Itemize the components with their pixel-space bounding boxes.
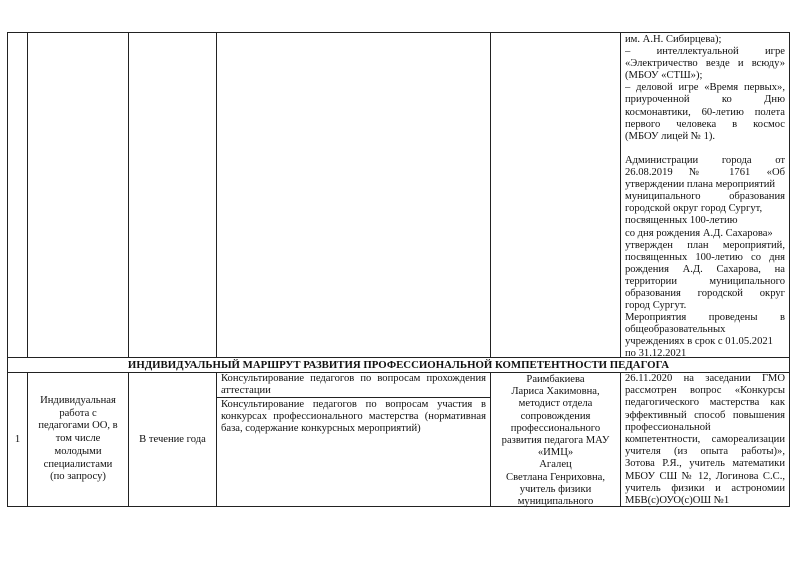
text-line: Администрации города от: [625, 154, 785, 166]
text-line: Зотова Р.Я., учитель математики: [625, 458, 785, 470]
text-line: учителя (из опыта работы)»,: [625, 446, 785, 458]
cell-results: [620, 372, 790, 507]
text-line: по 31.12.2021: [625, 348, 687, 360]
text-line: специалистами: [43, 458, 113, 470]
text-line: профессионального: [510, 422, 601, 434]
text-line: Светлана Генриховна,: [506, 471, 605, 483]
text-line: (МБОУ лицей № 1).: [625, 130, 716, 142]
row-number: [7, 372, 28, 507]
text-line: сопровождения: [520, 410, 591, 422]
text-line: приуроченной ко Дню: [625, 94, 785, 106]
text-line: компетентности, самореализации: [625, 433, 785, 445]
row-number-text: 1: [14, 434, 21, 445]
text-line: муниципального образования: [625, 191, 785, 203]
cell-results-top: [620, 32, 790, 358]
text-line: территории муниципального: [625, 275, 785, 287]
text-line: Индивидуальная: [40, 394, 116, 406]
cell-responsible-empty: [490, 32, 621, 358]
topic-1-text: [221, 373, 486, 397]
text-line: конкурсах профессионального мастерства (нормативная: [221, 411, 486, 423]
text-line: молодыми: [54, 445, 102, 457]
text-line: посвященных 100-летию со дня: [625, 251, 785, 263]
text-line: Лариса Хакимовна,: [511, 386, 600, 398]
text-line: методист отдела: [518, 398, 593, 410]
text-line: Агалец: [539, 459, 572, 471]
text-line: городской округ город Сургут,: [625, 203, 763, 215]
text-line: педагогического мастерства как: [625, 397, 785, 409]
activity-text: [28, 395, 128, 485]
text-line: (МБОУ «СТШ»);: [625, 70, 703, 82]
text-line: рассмотрен вопрос «Конкурсы: [625, 385, 785, 397]
text-line: посвященных 100-летию: [625, 215, 738, 227]
text-line: учитель физики и астрономии: [625, 482, 785, 494]
text-line: учреждениях в срок с 01.05.2021: [625, 336, 773, 348]
text-line: первого человека в космос: [625, 118, 785, 130]
cell-period-empty: [128, 32, 217, 358]
period-text: В течение года: [139, 434, 206, 445]
results-text: [625, 34, 785, 361]
text-line: аттестации: [221, 385, 271, 397]
text-line: эффективный способ повышения: [625, 409, 785, 421]
text-line: город Сургут.: [625, 300, 687, 312]
text-line: том числе: [55, 433, 101, 445]
text-line: утверждении плана мероприятий: [625, 179, 776, 191]
text-line: «Электричество везде и всюду»: [625, 58, 785, 70]
text-line: МБВ(с)ОУО(с)ОШ №1: [625, 494, 730, 506]
text-line: образования городской округ: [625, 287, 785, 299]
text-line: 26.08.2019 № 1761 «Об: [625, 167, 785, 179]
text-line: Мероприятия проведены в: [625, 312, 785, 324]
text-line: педагогами ОО, в: [38, 420, 118, 432]
text-line: «ИМЦ»: [537, 447, 574, 459]
text-line: [625, 143, 785, 155]
cell-topic-empty: [216, 32, 491, 358]
text-line: Раимбакиева: [526, 374, 585, 385]
text-line: учитель физики: [519, 483, 592, 495]
cell-responsible: [490, 372, 621, 507]
text-line: со дня рождения А.Д. Сахарова»: [625, 227, 773, 239]
cell-topic-1: [216, 372, 491, 398]
text-line: (по запросу): [50, 471, 106, 483]
text-line: космонавтики, 60-летию полета: [625, 106, 785, 118]
text-line: им. А.Н. Сибирцева);: [625, 34, 722, 45]
text-line: МБОУ СШ № 12, Логинова С.С.,: [625, 470, 785, 482]
topic-2-text: [221, 399, 486, 435]
cell-topic-2: [216, 397, 491, 507]
text-line: рождения А.Д. Сахарова, на: [625, 263, 785, 275]
text-line: работа с: [59, 407, 97, 419]
text-line: муниципального: [517, 495, 594, 507]
text-line: база, содержание конкурсных мероприятий): [221, 423, 421, 435]
text-line: – деловой игре «Время первых»,: [625, 82, 785, 94]
text-line: – интеллектуальной игре: [625, 46, 785, 58]
cell-activity: [27, 372, 129, 507]
cell-number-empty: [7, 32, 28, 358]
results-text: [625, 373, 785, 507]
text-line: утвержден план мероприятий,: [625, 239, 785, 251]
text-line: общеобразовательных: [625, 324, 726, 336]
text-line: развития педагога МАУ: [501, 434, 610, 446]
responsible-text: [495, 374, 616, 508]
cell-period: [128, 372, 217, 507]
cell-activity-empty: [27, 32, 129, 358]
text-line: профессиональной: [625, 421, 711, 433]
text-line: 26.11.2020 на заседании ГМО: [625, 373, 785, 384]
text-line: Консультирование педагогов по вопросам прохождения: [221, 373, 486, 384]
text-line: Консультирование педагогов по вопросам участия в: [221, 399, 486, 410]
section-header: ИНДИВИДУАЛЬНЫЙ МАРШРУТ РАЗВИТИЯ ПРОФЕССИОНАЛЬНОЙ КОМПЕТЕНТНОСТИ ПЕДАГОГА: [7, 357, 790, 373]
